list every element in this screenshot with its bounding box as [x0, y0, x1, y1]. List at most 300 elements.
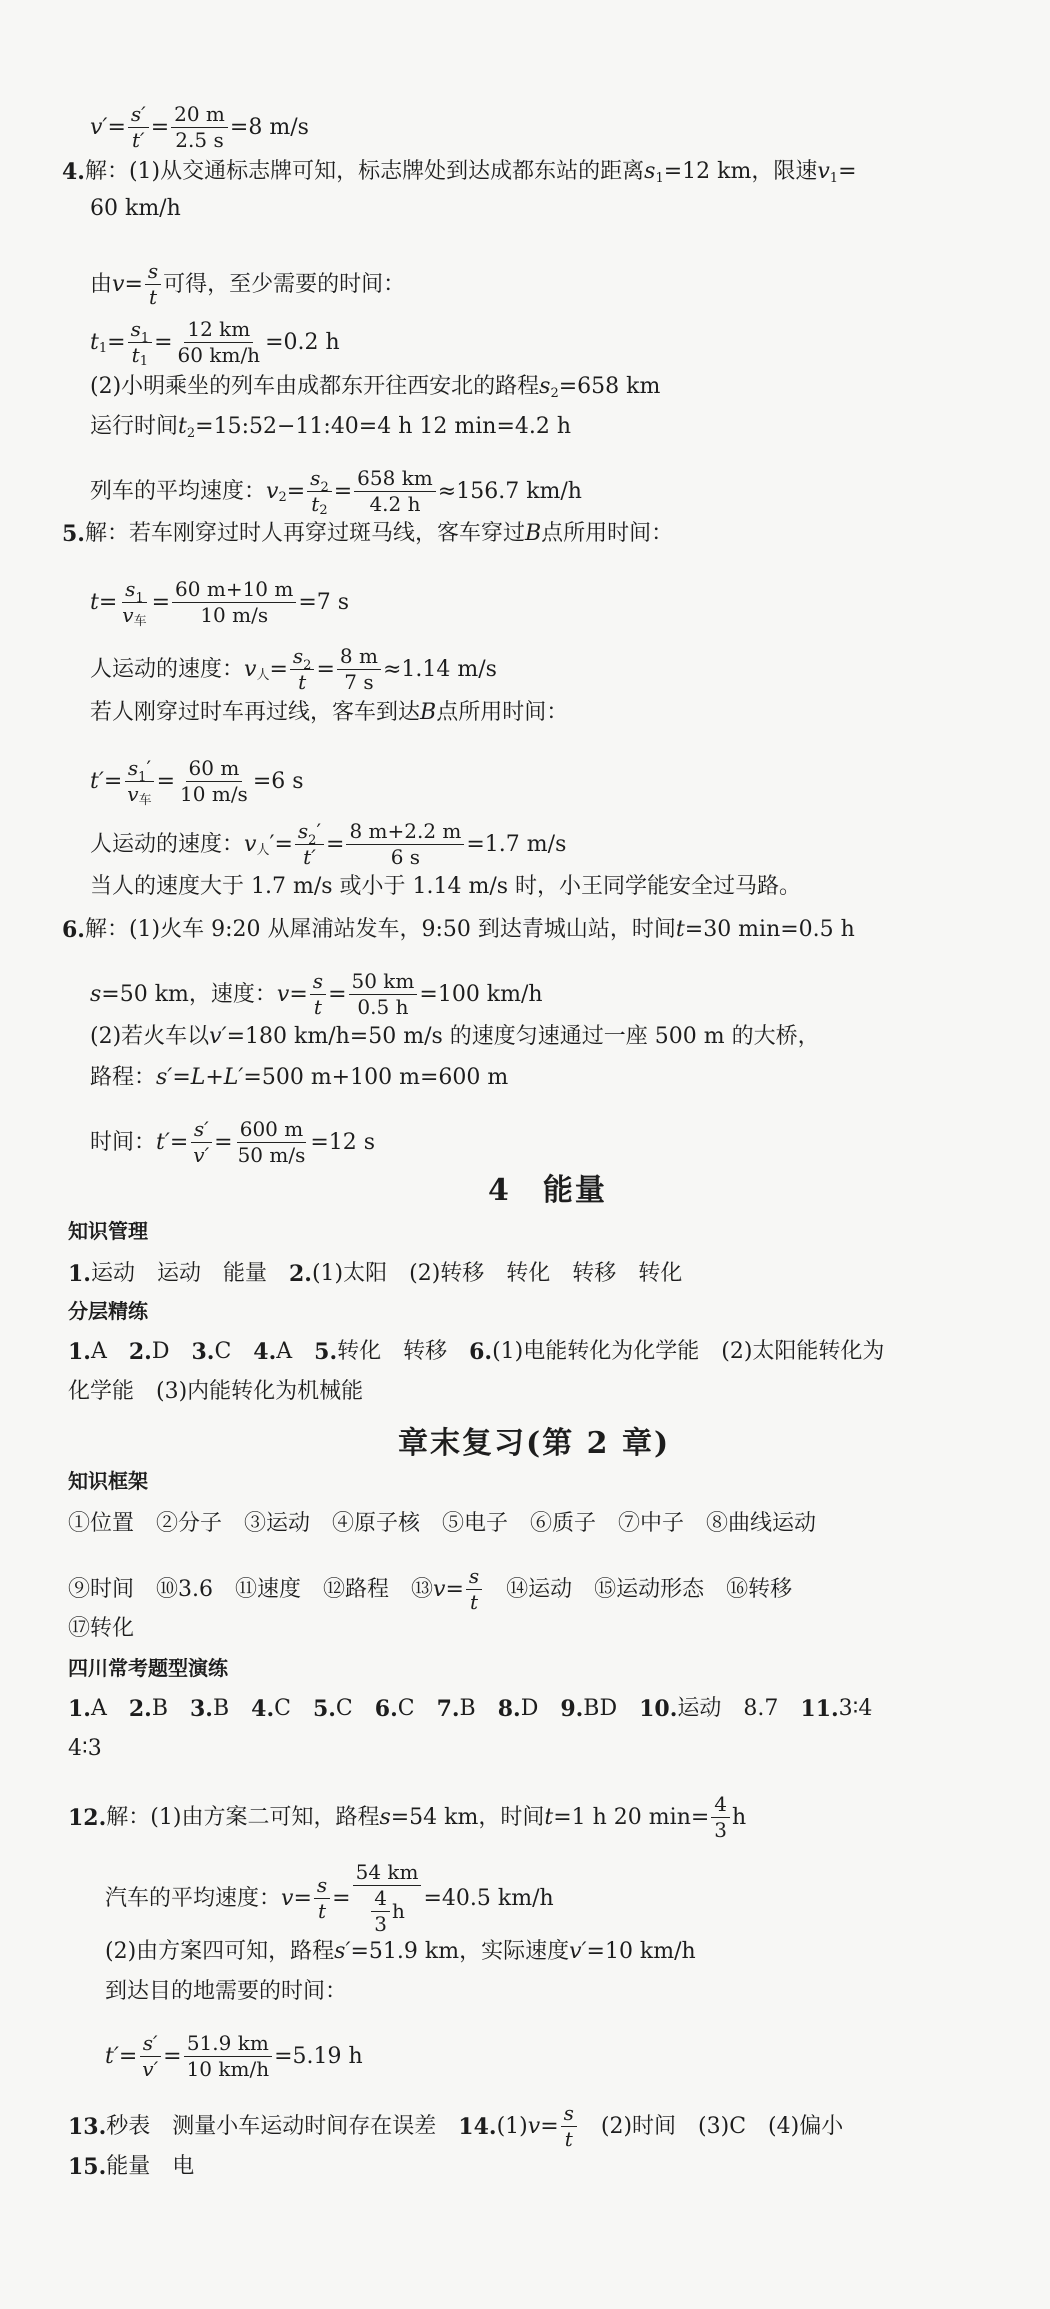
- fraction-denominator: [129, 128, 148, 151]
- text-segment: =: [150, 114, 170, 140]
- fraction: [145, 261, 161, 308]
- math-variable: t′: [131, 128, 145, 152]
- text-segment: =: [163, 2043, 182, 2069]
- text-segment: 解：(1)从交通标志牌可知，标志牌处到达成都东站的距离: [84, 159, 645, 184]
- text-segment: 10 km/h: [186, 2057, 270, 2081]
- text-segment: 50 m/s: [237, 1143, 306, 1167]
- fraction: [314, 1875, 330, 1922]
- text-segment: =1 h 20 min=: [553, 1804, 710, 1830]
- item-number: 11.: [800, 1696, 839, 1722]
- text-segment: 60 m+10 m: [175, 577, 294, 601]
- text-line: [68, 1263, 682, 1285]
- fraction-denominator: [129, 343, 151, 369]
- text-segment: =: [107, 329, 126, 355]
- subscript: 2: [186, 425, 196, 441]
- text-segment: C: [397, 1696, 437, 1721]
- text-segment: =658 km: [558, 374, 661, 399]
- text-segment: =6 s: [252, 768, 304, 794]
- text-segment: 6 s: [390, 845, 421, 869]
- text-segment: =0.2 h: [265, 329, 340, 355]
- text-segment: =: [156, 768, 176, 794]
- fraction-numerator: [371, 1888, 390, 1912]
- fraction-numerator: [122, 577, 147, 606]
- item-number: 4.: [253, 1339, 277, 1365]
- fraction-denominator: [177, 782, 251, 805]
- text-line: [68, 1618, 134, 1640]
- math-variable: v′: [209, 1024, 227, 1049]
- item-number: 13.: [68, 2113, 107, 2140]
- text-segment: 600 m: [239, 1117, 304, 1141]
- text-segment: 化学能 (3)内能转化为机械能: [68, 1379, 364, 1404]
- text-segment: =7 s: [298, 589, 350, 615]
- text-segment: (1)电能转化为化学能 (2)太阳能转化为: [492, 1339, 885, 1364]
- item-number: 5.: [312, 1696, 336, 1722]
- fraction-numerator: [184, 319, 253, 343]
- math-variable: t: [313, 995, 322, 1019]
- text-segment: 4: [374, 1886, 387, 1910]
- math-variable: t: [544, 1804, 554, 1830]
- fraction-denominator: [366, 1886, 408, 1935]
- text-segment: =: [269, 656, 288, 682]
- subsection-heading: 知识框架: [68, 1469, 148, 1493]
- text-line: [90, 821, 566, 868]
- text-segment: 人运动的速度：: [90, 831, 245, 857]
- math-variable: s: [127, 756, 139, 780]
- fraction: [346, 821, 464, 868]
- text-segment: 4.2 h: [369, 492, 421, 516]
- section-title: 章末复习(第 2 章): [398, 1426, 671, 1461]
- text-line: [105, 1941, 696, 1963]
- text-segment: h: [391, 1899, 405, 1923]
- fraction: [295, 821, 324, 868]
- fraction-numerator: [307, 466, 332, 495]
- text-segment: 3: [714, 1818, 728, 1842]
- fraction: [171, 104, 228, 151]
- text-segment: ⑰转化: [68, 1616, 135, 1641]
- subsection-heading: 四川常考题型演练: [68, 1656, 228, 1680]
- text-segment: ′: [316, 819, 321, 843]
- math-variable: t: [469, 1590, 479, 1614]
- text-segment: 8 m+2.2 m: [349, 819, 462, 843]
- fraction-denominator: [341, 670, 376, 693]
- text-line: [90, 374, 661, 401]
- math-variable: v: [266, 478, 279, 504]
- text-segment: B: [212, 1696, 252, 1721]
- math-variable: s: [316, 1873, 328, 1897]
- fraction: [184, 2033, 273, 2080]
- subscript: 2: [308, 833, 317, 848]
- fraction: [128, 104, 149, 151]
- subscript: 车: [138, 792, 152, 808]
- text-line: [68, 1221, 148, 1241]
- subsection-heading: 分层精练: [68, 1299, 148, 1323]
- math-variable: t: [318, 1899, 327, 1923]
- math-variable: s: [468, 1564, 480, 1588]
- text-segment: 点所用时间：: [541, 521, 674, 546]
- text-segment: =: [154, 329, 173, 355]
- text-line: [62, 919, 855, 941]
- fraction: [310, 971, 326, 1018]
- text-line: [90, 1119, 375, 1166]
- math-variable: s: [379, 1804, 391, 1830]
- fraction-numerator: [184, 2033, 272, 2057]
- text-segment: +: [205, 1065, 224, 1090]
- text-segment: A: [90, 1339, 129, 1364]
- math-variable: v: [244, 831, 257, 857]
- text-segment: D: [151, 1339, 192, 1364]
- text-segment: =100 km/h: [419, 981, 543, 1007]
- item-number: 8.: [497, 1696, 521, 1722]
- text-segment: =500 m+100 m=600 m: [243, 1065, 509, 1090]
- text-segment: 50 km: [351, 969, 415, 993]
- text-segment: =: [333, 478, 353, 504]
- math-variable: t: [675, 917, 685, 942]
- text-segment: =: [214, 1129, 233, 1155]
- subsection-heading: 知识管理: [68, 1219, 148, 1243]
- text-segment: =: [169, 1129, 189, 1155]
- math-variable: L′: [223, 1065, 244, 1090]
- fraction-numerator: [295, 819, 324, 848]
- text-line: [90, 646, 497, 693]
- text-line: [68, 1658, 228, 1678]
- fraction-numerator: [237, 1119, 307, 1143]
- item-number: 1.: [68, 1339, 91, 1365]
- text-segment: =50 km，速度：: [101, 981, 277, 1007]
- text-segment: =15:52−11:40=4 h 12 min=4.2 h: [195, 414, 572, 439]
- fraction-denominator: [190, 1143, 212, 1166]
- fraction: [119, 577, 149, 629]
- item-number: 10.: [639, 1696, 678, 1722]
- text-segment: ≈1.14 m/s: [382, 656, 497, 682]
- item-number: 7.: [436, 1696, 460, 1722]
- text-segment: 20 m: [174, 102, 225, 126]
- math-variable: B: [420, 700, 437, 725]
- math-variable: L: [190, 1065, 206, 1090]
- item-number: 5.: [314, 1339, 338, 1365]
- math-variable: s′: [193, 1117, 209, 1141]
- fraction-denominator: [315, 1899, 329, 1922]
- text-segment: =10 km/h: [586, 1939, 696, 1964]
- text-line: [90, 317, 340, 369]
- text-line: [90, 104, 309, 151]
- math-variable: s′: [334, 1939, 351, 1964]
- math-variable: t′: [90, 768, 104, 794]
- fraction-numerator: [310, 971, 326, 995]
- text-segment: 60 km/h: [90, 196, 181, 221]
- math-variable: t: [178, 414, 187, 439]
- text-segment: 3: [374, 1912, 387, 1936]
- item-number: 12.: [68, 1804, 107, 1831]
- text-segment: =: [289, 981, 308, 1007]
- text-segment: 解：若车刚穿过时人再穿过斑马线，客车穿过: [84, 521, 525, 546]
- subscript: 1: [135, 591, 144, 606]
- text-segment: =: [286, 478, 306, 504]
- fraction: [307, 466, 332, 518]
- text-segment: ′: [146, 756, 151, 780]
- text-segment: =: [172, 1065, 191, 1090]
- item-number: 5.: [62, 521, 85, 547]
- text-segment: 列车的平均速度：: [90, 478, 267, 504]
- text-line: [90, 756, 304, 808]
- text-line: [68, 1566, 792, 1613]
- text-segment: 51.9 km: [186, 2031, 269, 2055]
- text-segment: =: [98, 589, 118, 615]
- math-variable: v: [281, 1885, 294, 1911]
- text-line: [90, 414, 572, 441]
- math-variable: t′: [105, 2043, 119, 2069]
- math-variable: s: [147, 259, 159, 283]
- text-segment: =: [540, 2113, 559, 2139]
- text-line: [68, 1738, 102, 1760]
- math-variable: t′: [303, 845, 316, 869]
- fraction-denominator: [295, 670, 309, 693]
- item-number: 9.: [560, 1696, 584, 1722]
- item-number: 1.: [68, 1261, 91, 1287]
- math-variable: s: [292, 644, 304, 668]
- text-segment: 点所用时间：: [436, 700, 569, 725]
- text-line: [90, 971, 543, 1018]
- text-segment: B: [459, 1696, 498, 1721]
- math-variable: v: [433, 1576, 446, 1602]
- text-segment: ⑭运动 ⑮运动形态 ⑯转移: [484, 1576, 793, 1602]
- fraction-numerator: [290, 644, 315, 673]
- fraction-denominator: [124, 782, 154, 808]
- text-segment: =8 m/s: [229, 114, 309, 140]
- subscript: 2: [278, 490, 287, 505]
- text-line: [68, 1513, 816, 1535]
- item-number: 1.: [68, 1696, 91, 1722]
- math-variable: v: [122, 603, 134, 627]
- text-segment: =54 km，时间: [390, 1804, 545, 1830]
- text-segment: 运动 8.7: [677, 1696, 801, 1721]
- item-number: 6.: [374, 1696, 398, 1722]
- fraction-numerator: [191, 1119, 212, 1143]
- text-line: [90, 1067, 508, 1089]
- math-variable: v′: [90, 114, 108, 140]
- text-line: [68, 2103, 843, 2150]
- item-number: 15.: [68, 2154, 107, 2180]
- text-segment: =: [293, 1885, 312, 1911]
- text-line: [398, 1426, 671, 1461]
- text-line: [90, 876, 801, 898]
- text-segment: 当人的速度大于 1.7 m/s 或小于 1.14 m/s 时，小王同学能安全过马路。: [90, 874, 802, 899]
- text-segment: 时间：: [90, 1129, 157, 1155]
- text-segment: =: [328, 981, 347, 1007]
- subscript: 人: [256, 668, 270, 683]
- fraction-numerator: [186, 758, 243, 782]
- fraction-numerator: [128, 317, 153, 346]
- text-segment: 由: [90, 271, 113, 297]
- fraction-numerator: [128, 104, 149, 128]
- math-variable: v: [527, 2113, 541, 2139]
- text-segment: 2.5 s: [175, 128, 224, 152]
- item-number: 2.: [128, 1696, 152, 1722]
- math-variable: t: [298, 670, 307, 694]
- fraction: [354, 468, 436, 515]
- text-segment: =30 min=0.5 h: [684, 917, 855, 942]
- fraction: [561, 2103, 577, 2150]
- fraction-numerator: [349, 971, 418, 995]
- text-segment: BD: [583, 1696, 640, 1721]
- text-segment: =: [103, 768, 123, 794]
- text-segment: =: [118, 2043, 138, 2069]
- text-line: [68, 1301, 148, 1321]
- text-segment: A: [276, 1339, 315, 1364]
- fraction-denominator: [388, 845, 423, 868]
- subscript: 1: [140, 331, 150, 346]
- math-variable: s: [310, 466, 321, 490]
- math-variable: v: [244, 656, 257, 682]
- text-line: [105, 1981, 347, 2003]
- math-variable: v′: [569, 1939, 587, 1964]
- text-segment: 8 m: [339, 644, 378, 668]
- fraction: [175, 319, 264, 366]
- fraction-denominator: [311, 995, 325, 1018]
- math-variable: t: [149, 285, 158, 309]
- text-segment: ①位置 ②分子 ③运动 ④原子核 ⑤电子 ⑥质子 ⑦中子 ⑧曲线运动: [68, 1511, 817, 1536]
- fraction-denominator: [175, 343, 264, 366]
- text-line: [90, 261, 405, 308]
- section-title: 4 能量: [488, 1173, 607, 1208]
- fraction: [177, 758, 251, 805]
- math-variable: s: [125, 577, 136, 601]
- math-variable: s′: [130, 102, 146, 126]
- text-segment: =12 s: [310, 1129, 376, 1155]
- fraction-numerator: [171, 104, 228, 128]
- text-segment: 解：(1)火车 9:20 从犀浦站发车，9:50 到达青城山站，时间: [84, 917, 676, 942]
- math-variable: s: [90, 981, 102, 1007]
- math-variable: t: [311, 492, 320, 516]
- fraction: [124, 756, 154, 808]
- math-variable: s: [312, 969, 324, 993]
- text-line: [90, 198, 181, 220]
- math-variable: s: [297, 819, 309, 843]
- text-segment: =: [838, 159, 857, 184]
- text-segment: 54 km: [355, 1860, 419, 1884]
- item-number: 3.: [191, 1339, 215, 1365]
- subscript: 1: [98, 341, 108, 356]
- fraction-numerator: [172, 579, 296, 603]
- text-segment: C: [214, 1339, 254, 1364]
- math-variable: v: [127, 782, 139, 806]
- text-line: [68, 1471, 148, 1491]
- fraction-numerator: [353, 1862, 422, 1886]
- text-segment: ⑨时间 ⑩3.6 ⑪速度 ⑫路程 ⑬: [68, 1576, 433, 1602]
- item-number: 2.: [288, 1261, 312, 1287]
- subscript: 人: [256, 843, 270, 858]
- text-segment: (2)若火车以: [90, 1024, 210, 1049]
- text-segment: 60 km/h: [177, 343, 261, 367]
- text-segment: =40.5 km/h: [423, 1885, 554, 1911]
- fraction-numerator: [346, 821, 464, 845]
- fraction-numerator: [561, 2103, 577, 2127]
- text-segment: 解：(1)由方案二可知，路程: [106, 1804, 380, 1830]
- item-number: 14.: [458, 2113, 497, 2140]
- text-segment: =: [326, 831, 345, 857]
- fraction-denominator: [146, 285, 160, 308]
- text-segment: 到达目的地需要的时间：: [105, 1979, 348, 2004]
- text-segment: 10 m/s: [180, 782, 248, 806]
- text-segment: (2)时间 (3)C (4)偏小: [578, 2113, 844, 2139]
- text-segment: (1)太阳 (2)转移 转化 转移 转化: [311, 1261, 683, 1286]
- text-segment: 60 m: [188, 756, 240, 780]
- fraction: [190, 1119, 212, 1166]
- text-segment: 汽车的平均速度：: [105, 1885, 282, 1911]
- fraction: [290, 646, 315, 693]
- math-variable: s: [644, 159, 656, 184]
- math-variable: v′: [193, 1143, 210, 1167]
- text-line: [62, 159, 857, 186]
- text-segment: A: [90, 1696, 129, 1721]
- fraction-numerator: [145, 261, 161, 285]
- text-segment: 能量 电: [106, 2154, 195, 2179]
- subscript: 1: [829, 170, 839, 186]
- fraction: [349, 971, 418, 1018]
- fraction: [353, 1862, 422, 1935]
- text-segment: =: [124, 271, 143, 297]
- text-line: [68, 1341, 884, 1363]
- item-number: 2.: [128, 1339, 152, 1365]
- text-segment: =: [445, 1576, 464, 1602]
- math-variable: t: [90, 589, 99, 615]
- fraction-denominator: [366, 492, 423, 515]
- text-segment: h: [732, 1804, 747, 1830]
- subscript: 2: [320, 480, 329, 495]
- math-variable: t′: [156, 1129, 170, 1155]
- math-variable: s: [539, 374, 551, 399]
- item-number: 3.: [190, 1696, 213, 1722]
- text-segment: =5.19 h: [274, 2043, 363, 2069]
- fraction-denominator: [184, 2057, 273, 2080]
- text-segment: (2)由方案四可知，路程: [105, 1939, 335, 1964]
- fraction-numerator: [337, 646, 381, 670]
- text-line: [62, 523, 673, 545]
- fraction-denominator: [235, 1143, 309, 1166]
- text-segment: 658 km: [357, 466, 433, 490]
- subscript: 1: [138, 770, 147, 785]
- fraction: [371, 1888, 390, 1935]
- math-variable: v: [276, 981, 290, 1007]
- fraction-numerator: [125, 756, 154, 785]
- fraction: [711, 1794, 730, 1841]
- text-segment: =12 km，限速: [663, 159, 818, 184]
- math-variable: s: [563, 2101, 574, 2125]
- subscript: 2: [550, 385, 559, 401]
- item-number: 6.: [469, 1339, 493, 1365]
- text-segment: 4∶3: [68, 1736, 102, 1761]
- math-variable: v′: [142, 2057, 159, 2081]
- text-segment: 3∶4: [838, 1696, 873, 1721]
- text-segment: 秒表 测量小车运动时间存在误差: [106, 2113, 459, 2139]
- text-segment: =: [316, 656, 335, 682]
- math-variable: t: [131, 343, 140, 367]
- math-variable: s′: [156, 1065, 173, 1090]
- subscript: 1: [655, 170, 664, 186]
- text-segment: 路程：: [90, 1065, 157, 1090]
- text-line: [90, 702, 568, 724]
- text-segment: D: [520, 1696, 561, 1721]
- text-segment: 4: [714, 1792, 728, 1816]
- math-variable: t: [564, 2127, 573, 2151]
- text-segment: 7 s: [344, 670, 374, 694]
- math-variable: s′: [142, 2031, 158, 2055]
- fraction-numerator: [314, 1875, 330, 1899]
- text-segment: ′=: [269, 831, 293, 857]
- text-segment: 0.5 h: [357, 995, 409, 1019]
- fraction-denominator: [371, 1912, 390, 1935]
- fraction-denominator: [711, 1818, 730, 1841]
- text-segment: C: [335, 1696, 375, 1721]
